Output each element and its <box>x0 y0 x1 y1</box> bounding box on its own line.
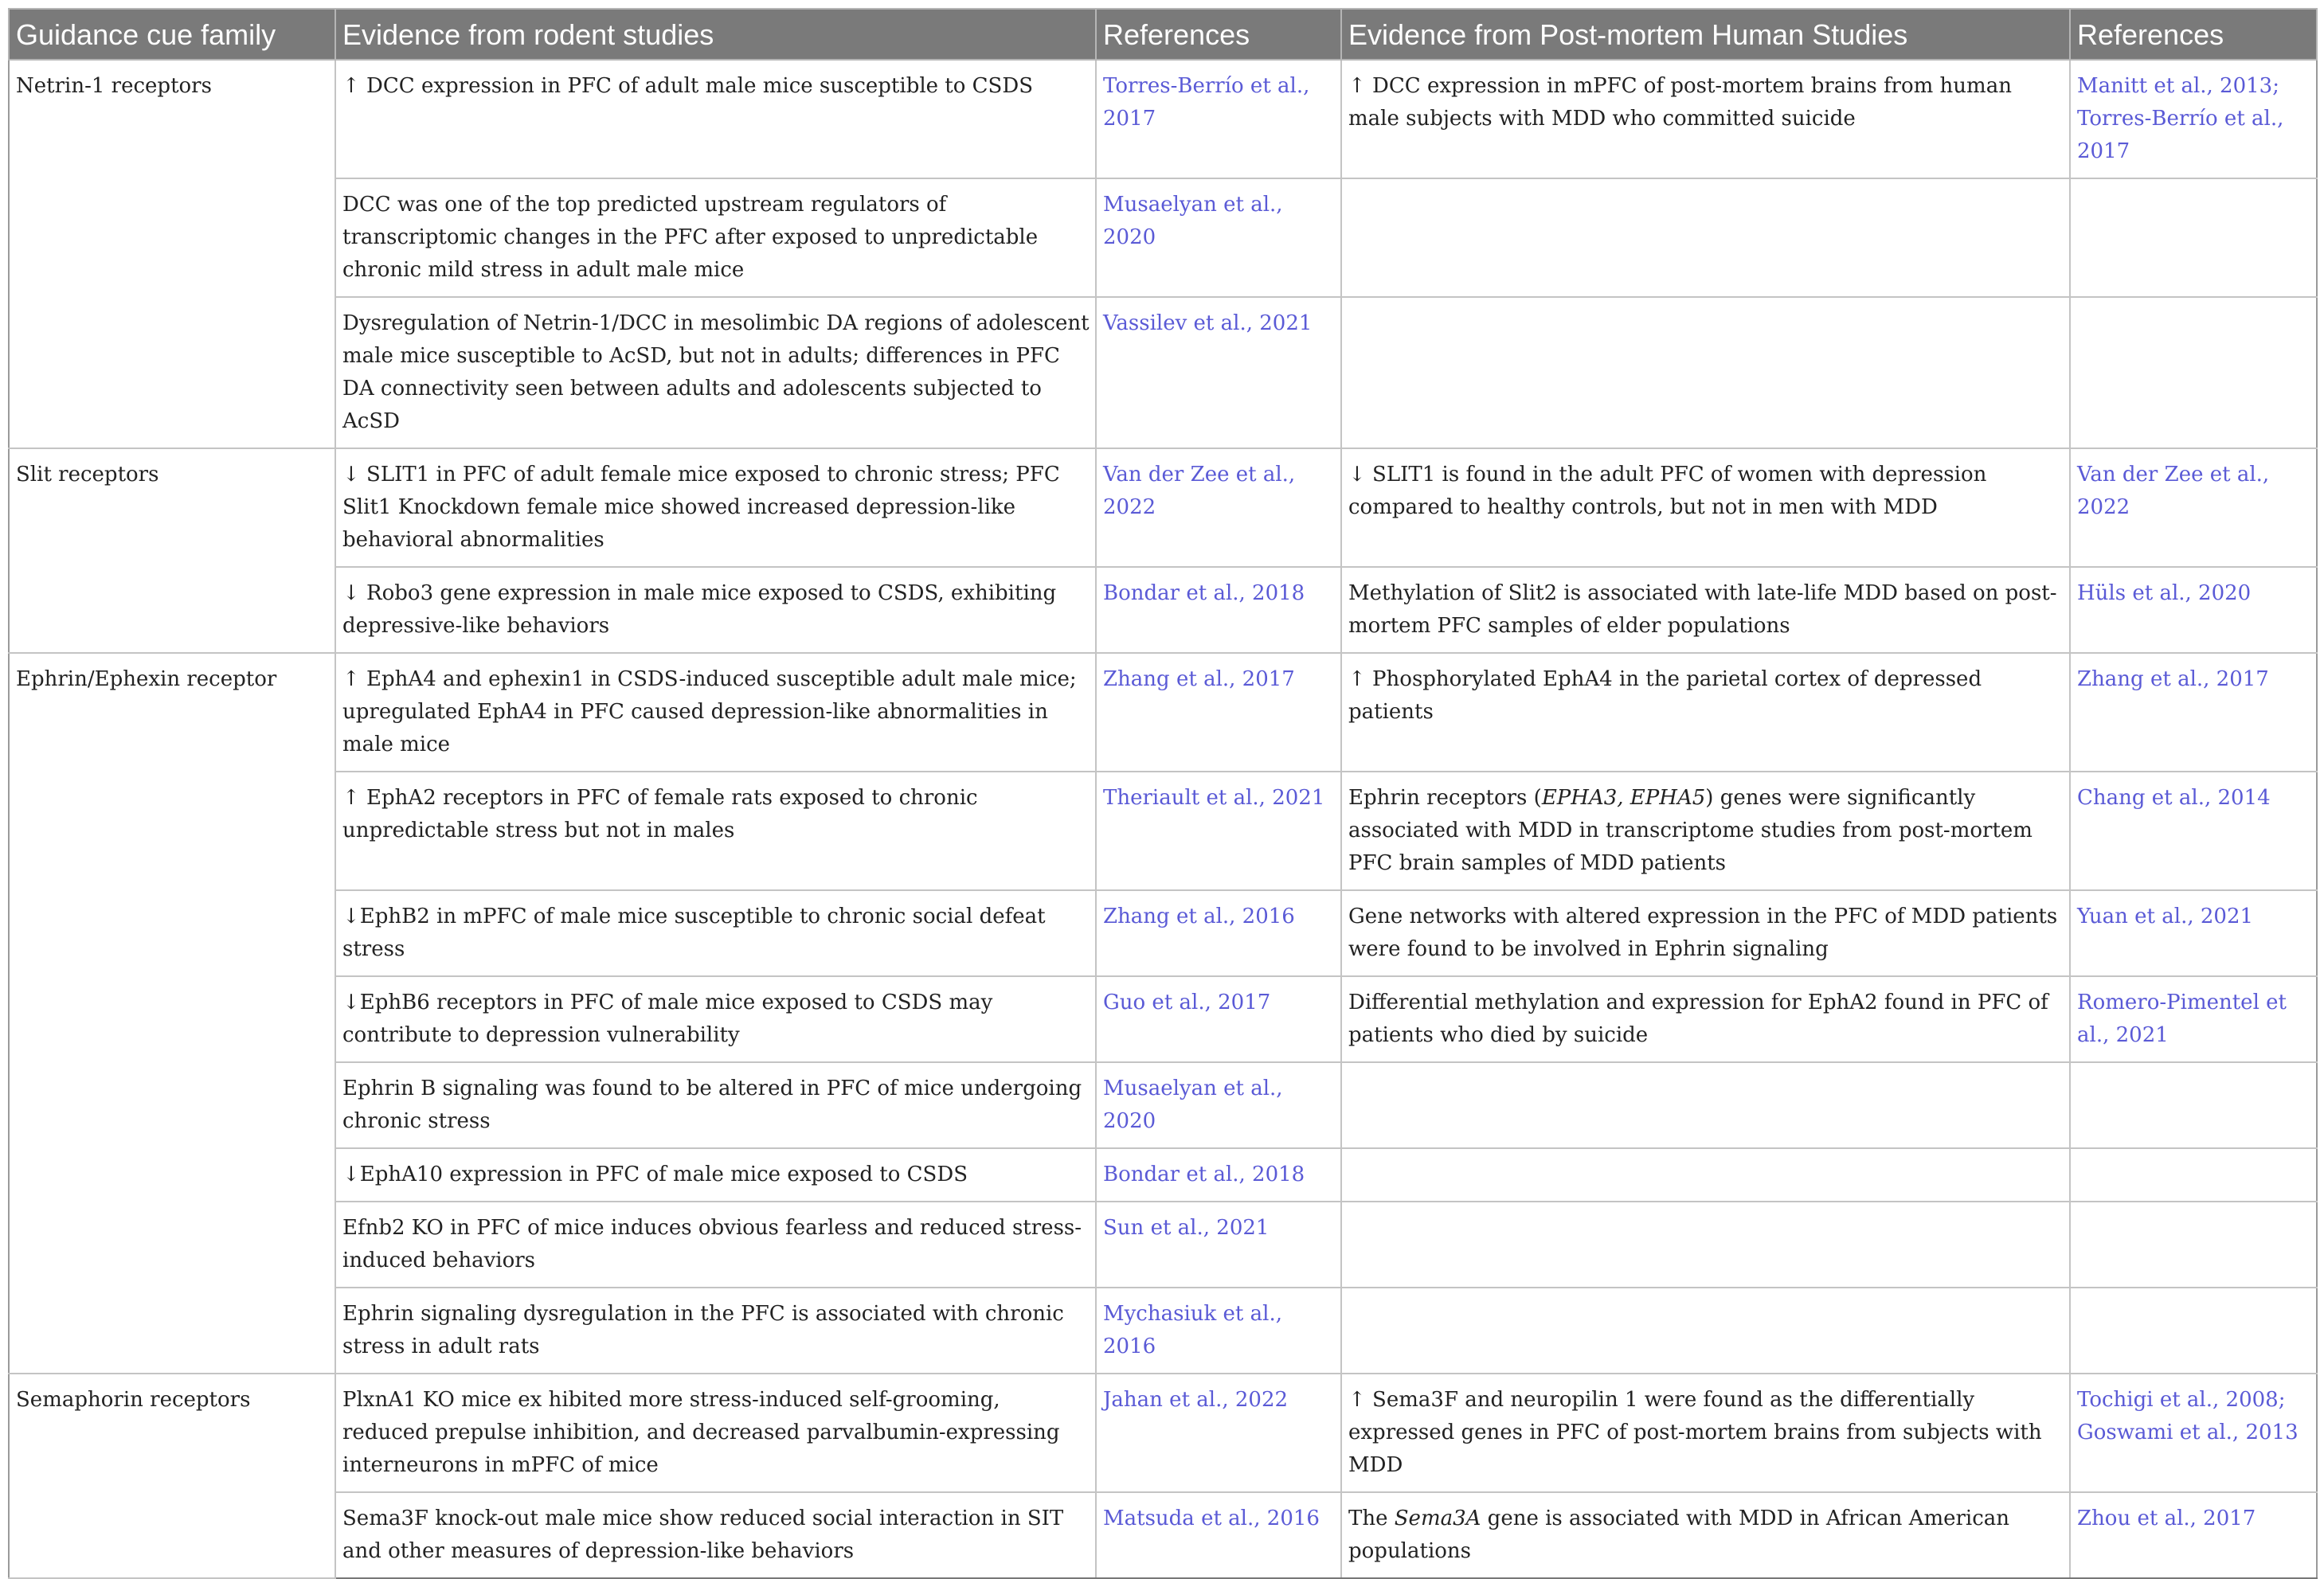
rodent-evidence-cell: ↑ DCC expression in PFC of adult male mice susceptible to CSDS <box>335 60 1096 178</box>
human-reference-link <box>2070 178 2317 297</box>
gene-name-italic: EPHA3, EPHA5 <box>1541 786 1706 810</box>
human-evidence-text: The <box>1348 1507 1395 1530</box>
rodent-reference-link[interactable]: Bondar et al., 2018 <box>1096 567 1341 653</box>
human-evidence-cell: ↑ Sema3F and neuropilin 1 were found as the differentially expressed genes in PFC of post-mortem brains from subjects with MDD <box>1341 1374 2070 1492</box>
guidance-cue-family-cell: Semaphorin receptors <box>9 1374 335 1578</box>
rodent-evidence-cell: ↓EphA10 expression in PFC of male mice exposed to CSDS <box>335 1148 1096 1202</box>
guidance-cue-family-cell: Ephrin/Ephexin receptor <box>9 653 335 1374</box>
rodent-evidence-cell: PlxnA1 KO mice ex hibited more stress-induced self-grooming, reduced prepulse inhibition, and decreased parvalbumin-expressing interneurons in mPFC of mice <box>335 1374 1096 1492</box>
human-reference-link[interactable]: Zhou et al., 2017 <box>2070 1492 2317 1578</box>
human-evidence-cell: Methylation of Slit2 is associated with late-life MDD based on post-mortem PFC samples of elder populations <box>1341 567 2070 653</box>
rodent-evidence-cell: ↓ Robo3 gene expression in male mice exposed to CSDS, exhibiting depressive-like behaviors <box>335 567 1096 653</box>
table-row <box>9 772 2317 890</box>
human-evidence-cell <box>1341 1288 2070 1374</box>
human-evidence-cell: Differential methylation and expression for EphA2 found in PFC of patients who died by suicide <box>1341 976 2070 1062</box>
human-evidence-text: gene is associated with MDD in African American populations <box>1348 1507 2010 1563</box>
header-rodent-evidence: Evidence from rodent studies <box>335 9 1096 60</box>
rodent-reference-link[interactable]: Theriault et al., 2021 <box>1096 772 1341 890</box>
human-evidence-cell <box>1341 772 2070 890</box>
header-rodent-references: References <box>1096 9 1341 60</box>
human-evidence-text: Ephrin receptors ( <box>1348 786 1542 810</box>
header-human-references: References <box>2070 9 2317 60</box>
rodent-reference-link[interactable]: Bondar et al., 2018 <box>1096 1148 1341 1202</box>
human-reference-link[interactable]: Zhang et al., 2017 <box>2070 653 2317 772</box>
rodent-evidence-cell: Ephrin signaling dysregulation in the PFC is associated with chronic stress in adult rats <box>335 1288 1096 1374</box>
table-row <box>9 1374 2317 1492</box>
table-row <box>9 653 2317 772</box>
table-row <box>9 976 2317 1062</box>
human-evidence-cell <box>1341 297 2070 448</box>
table-row <box>9 60 2317 178</box>
human-reference-link <box>2070 297 2317 448</box>
rodent-evidence-cell: Efnb2 KO in PFC of mice induces obvious fearless and reduced stress-induced behaviors <box>335 1202 1096 1288</box>
rodent-evidence-cell: Sema3F knock-out male mice show reduced social interaction in SIT and other measures of depression-like behaviors <box>335 1492 1096 1578</box>
human-reference-link[interactable]: Tochigi et al., 2008; Goswami et al., 2013 <box>2070 1374 2317 1492</box>
table-row <box>9 1062 2317 1148</box>
rodent-reference-link[interactable]: Torres-Berrío et al., 2017 <box>1096 60 1341 178</box>
human-evidence-cell: ↓ SLIT1 is found in the adult PFC of women with depression compared to healthy controls, but not in men with MDD <box>1341 448 2070 567</box>
guidance-cue-family-cell: Netrin-1 receptors <box>9 60 335 448</box>
rodent-reference-link[interactable]: Vassilev et al., 2021 <box>1096 297 1341 448</box>
table-row <box>9 1288 2317 1374</box>
human-reference-link[interactable]: Yuan et al., 2021 <box>2070 890 2317 976</box>
guidance-cue-family-cell: Slit receptors <box>9 448 335 653</box>
table-row <box>9 297 2317 448</box>
rodent-reference-link[interactable]: Mychasiuk et al., 2016 <box>1096 1288 1341 1374</box>
table-row <box>9 178 2317 297</box>
evidence-table <box>8 8 2318 1579</box>
rodent-reference-link[interactable]: Guo et al., 2017 <box>1096 976 1341 1062</box>
human-reference-link[interactable]: Van der Zee et al., 2022 <box>2070 448 2317 567</box>
human-evidence-cell: ↑ Phosphorylated EphA4 in the parietal cortex of depressed patients <box>1341 653 2070 772</box>
table-row <box>9 1492 2317 1578</box>
table-row <box>9 890 2317 976</box>
human-evidence-cell <box>1341 1148 2070 1202</box>
rodent-reference-link[interactable]: Matsuda et al., 2016 <box>1096 1492 1341 1578</box>
rodent-evidence-cell: ↓EphB6 receptors in PFC of male mice exposed to CSDS may contribute to depression vulnerability <box>335 976 1096 1062</box>
rodent-reference-link[interactable]: Zhang et al., 2016 <box>1096 890 1341 976</box>
rodent-evidence-cell: Dysregulation of Netrin-1/DCC in mesolimbic DA regions of adolescent male mice susceptible to AcSD, but not in adults; differences in PFC DA connectivity seen between adults and adolescents subjected to AcSD <box>335 297 1096 448</box>
header-human-evidence: Evidence from Post-mortem Human Studies <box>1341 9 2070 60</box>
rodent-reference-link[interactable]: Sun et al., 2021 <box>1096 1202 1341 1288</box>
human-evidence-cell <box>1341 1202 2070 1288</box>
rodent-reference-link[interactable]: Van der Zee et al., 2022 <box>1096 448 1341 567</box>
gene-name-italic: Sema3A <box>1394 1507 1481 1530</box>
rodent-reference-link[interactable]: Jahan et al., 2022 <box>1096 1374 1341 1492</box>
rodent-reference-link[interactable]: Zhang et al., 2017 <box>1096 653 1341 772</box>
header-row <box>9 9 2317 60</box>
human-evidence-cell: ↑ DCC expression in mPFC of post-mortem brains from human male subjects with MDD who committed suicide <box>1341 60 2070 178</box>
header-guidance-cue-family: Guidance cue family <box>9 9 335 60</box>
human-evidence-cell <box>1341 1492 2070 1578</box>
rodent-reference-link[interactable]: Musaelyan et al., 2020 <box>1096 1062 1341 1148</box>
rodent-evidence-cell: ↓ SLIT1 in PFC of adult female mice exposed to chronic stress; PFC Slit1 Knockdown female mice showed increased depression-like behavioral abnormalities <box>335 448 1096 567</box>
table-row <box>9 567 2317 653</box>
human-reference-link[interactable]: Chang et al., 2014 <box>2070 772 2317 890</box>
table-row <box>9 1202 2317 1288</box>
rodent-evidence-cell: ↑ EphA2 receptors in PFC of female rats exposed to chronic unpredictable stress but not in males <box>335 772 1096 890</box>
human-reference-link <box>2070 1202 2317 1288</box>
human-reference-link <box>2070 1288 2317 1374</box>
table-row <box>9 448 2317 567</box>
human-reference-link <box>2070 1148 2317 1202</box>
human-reference-link <box>2070 1062 2317 1148</box>
rodent-evidence-cell: Ephrin B signaling was found to be altered in PFC of mice undergoing chronic stress <box>335 1062 1096 1148</box>
table-body <box>9 60 2317 1578</box>
human-reference-link[interactable]: Romero-Pimentel et al., 2021 <box>2070 976 2317 1062</box>
human-evidence-text: ) genes were significantly associated with MDD in transcriptome studies from post-mortem PFC brain samples of MDD patients <box>1348 786 2033 875</box>
table-row <box>9 1148 2317 1202</box>
rodent-evidence-cell: ↑ EphA4 and ephexin1 in CSDS-induced susceptible adult male mice; upregulated EphA4 in PFC caused depression-like abnormalities in male mice <box>335 653 1096 772</box>
human-evidence-cell <box>1341 1062 2070 1148</box>
rodent-reference-link[interactable]: Musaelyan et al., 2020 <box>1096 178 1341 297</box>
rodent-evidence-cell: ↓EphB2 in mPFC of male mice susceptible to chronic social defeat stress <box>335 890 1096 976</box>
human-reference-link[interactable]: Hüls et al., 2020 <box>2070 567 2317 653</box>
human-evidence-cell <box>1341 178 2070 297</box>
rodent-evidence-cell: DCC was one of the top predicted upstream regulators of transcriptomic changes in the PFC after exposed to unpredictable chronic mild stress in adult male mice <box>335 178 1096 297</box>
human-evidence-cell: Gene networks with altered expression in the PFC of MDD patients were found to be involved in Ephrin signaling <box>1341 890 2070 976</box>
human-reference-link[interactable]: Manitt et al., 2013; Torres-Berrío et al., 2017 <box>2070 60 2317 178</box>
